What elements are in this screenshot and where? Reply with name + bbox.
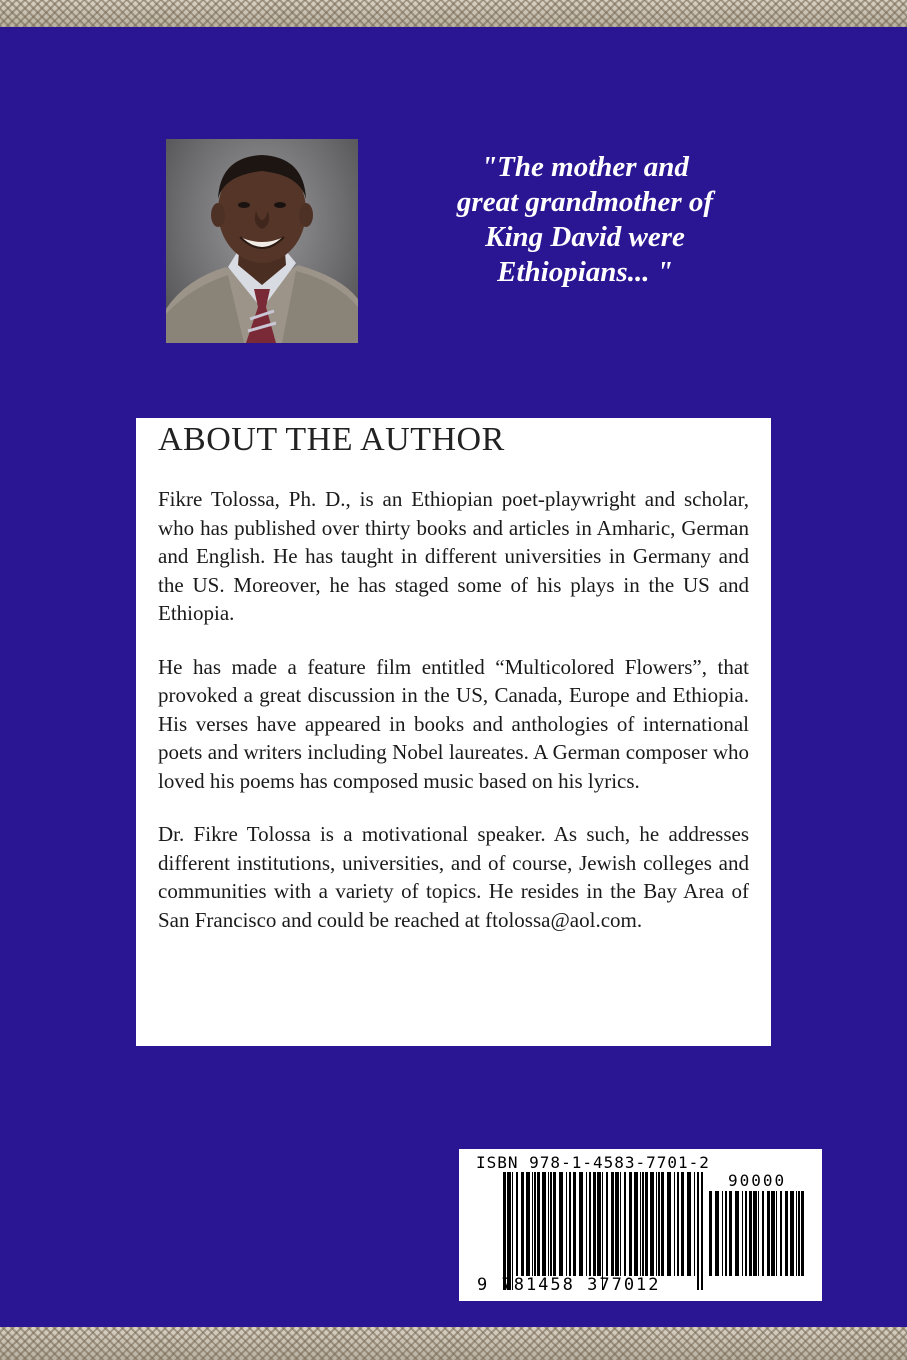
barcode-bar — [593, 1172, 596, 1276]
decorative-border-bottom — [0, 1327, 907, 1360]
barcode-bar — [550, 1172, 552, 1276]
barcode-bar — [512, 1172, 513, 1290]
bio-paragraph-2: He has made a feature film entitled “Multicolored Flowers”, that provoked a great discussion in the US, Canada, Europe and Ethiopia. His verses have appeared in books and anthologies of international poets and writers including Nobel laureates. A German composer who loved his poems has composed music based on his lyrics. — [158, 654, 749, 793]
barcode-bar — [767, 1191, 770, 1276]
barcode-bar — [559, 1172, 563, 1276]
barcode-bar — [780, 1191, 782, 1276]
barcode-bar — [589, 1172, 591, 1276]
barcode-bar — [687, 1172, 691, 1276]
barcode-bar — [624, 1172, 626, 1276]
barcode-bar — [742, 1191, 743, 1276]
cover-quote — [400, 150, 770, 290]
barcode-bar — [569, 1172, 571, 1276]
barcode-bar — [722, 1191, 723, 1276]
barcode-bar — [532, 1172, 533, 1276]
barcode-bar — [798, 1191, 800, 1276]
barcode-bar — [579, 1172, 583, 1276]
barcode-bar — [656, 1172, 657, 1276]
barcode-bar — [694, 1172, 695, 1276]
barcode-bar — [634, 1172, 638, 1276]
isbn-barcode — [459, 1149, 822, 1301]
barcode-digits: 9 781458 377012 — [477, 1275, 661, 1295]
barcode-bar — [537, 1172, 540, 1276]
barcode-bar — [521, 1172, 524, 1276]
barcode-bar — [715, 1191, 719, 1276]
barcode-bar — [658, 1172, 660, 1276]
price-code: 90000 — [728, 1171, 787, 1190]
barcode-bars-main — [503, 1172, 703, 1290]
about-author-heading: ABOUT THE AUTHOR — [158, 421, 505, 458]
barcode-bar — [542, 1172, 546, 1276]
barcode-bar — [645, 1172, 648, 1276]
barcode-bar — [526, 1172, 530, 1276]
quote-line-3: King David were — [485, 221, 685, 253]
barcode-bar — [534, 1172, 536, 1276]
quote-line-1: "The mother and — [481, 151, 689, 183]
decorative-border-top — [0, 0, 907, 27]
isbn-label: ISBN 978-1-4583-7701-2 — [476, 1153, 710, 1172]
barcode-bar — [749, 1191, 752, 1276]
barcode-bar — [615, 1172, 619, 1276]
barcode-bar — [650, 1172, 654, 1276]
barcode-bar — [745, 1191, 747, 1276]
barcode-bar — [620, 1172, 621, 1276]
barcode-bar — [801, 1191, 804, 1276]
barcode-bars-addon — [709, 1191, 804, 1290]
barcode-bar — [674, 1172, 675, 1276]
barcode-bar — [771, 1191, 775, 1276]
barcode-bar — [507, 1172, 511, 1290]
barcode-bar — [629, 1172, 632, 1276]
barcode-bar — [516, 1172, 518, 1276]
barcode-bar — [758, 1191, 759, 1276]
barcode-bar — [566, 1172, 567, 1276]
barcode-bar — [640, 1172, 641, 1276]
barcode-bar — [611, 1172, 614, 1276]
barcode-bar — [776, 1191, 777, 1276]
barcode-bar — [661, 1172, 664, 1276]
barcode-bar — [606, 1172, 608, 1276]
author-photo — [166, 139, 358, 343]
barcode-bar — [697, 1172, 699, 1290]
barcode-bar — [677, 1172, 679, 1276]
bio-paragraph-3: Dr. Fikre Tolossa is a motivational speaker. As such, he addresses different institutions, universities, and of course, Jewish colleges and communities with a variety of topics. He resides in the Bay Area of San Francisco and could be reached at ftolossa@aol.com. — [158, 822, 749, 932]
barcode-bar — [701, 1172, 703, 1290]
barcode-bar — [729, 1191, 732, 1276]
barcode-bar — [796, 1191, 797, 1276]
barcode-bar — [790, 1191, 794, 1276]
barcode-bar — [725, 1191, 727, 1276]
barcode-bar — [681, 1172, 684, 1276]
barcode-bar — [753, 1191, 757, 1276]
barcode-bar — [586, 1172, 587, 1276]
barcode-bar — [553, 1172, 556, 1276]
barcode-bar — [642, 1172, 644, 1276]
barcode-bar — [785, 1191, 788, 1276]
quote-line-2: great grandmother of — [456, 186, 714, 218]
about-author-box — [136, 418, 771, 1046]
barcode-bar — [667, 1172, 671, 1276]
barcode-bar — [597, 1172, 601, 1276]
barcode-bar — [602, 1172, 603, 1290]
bio-paragraph-1: Fikre Tolossa, Ph. D., is an Ethiopian poet-playwright and scholar, who has published over thirty books and articles in Amharic, German and English. He has taught in different universities in Germany and the US. Moreover, he has staged some of his plays in the US and Ethiopia. — [158, 487, 749, 625]
quote-line-4: Ethiopians... " — [497, 256, 673, 288]
barcode-bar — [735, 1191, 739, 1276]
barcode-bar — [762, 1191, 764, 1276]
barcode-bar — [709, 1191, 712, 1276]
barcode-bar — [573, 1172, 576, 1276]
barcode-bar — [548, 1172, 549, 1276]
barcode-bar — [503, 1172, 506, 1290]
